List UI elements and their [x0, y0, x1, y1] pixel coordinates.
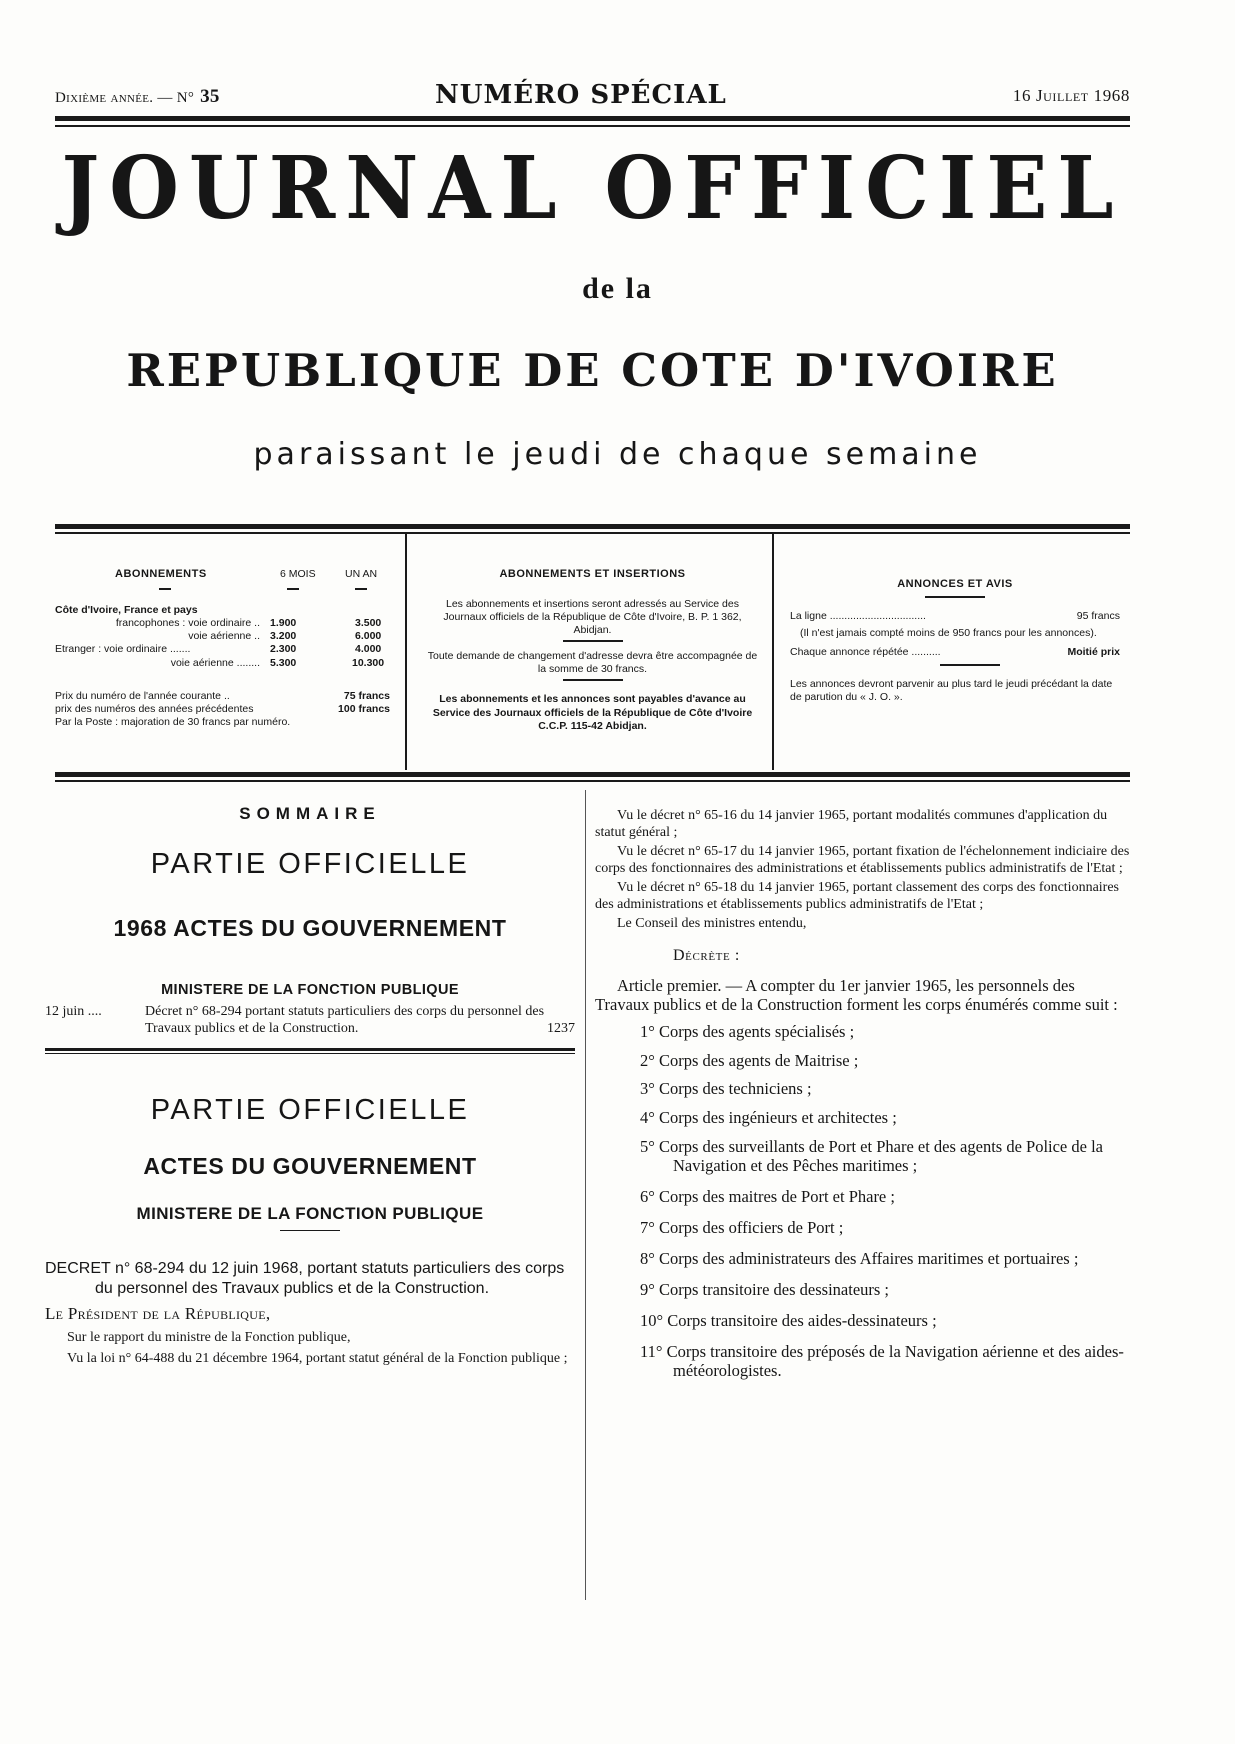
line-price [790, 610, 1120, 624]
summary-entry-text: Décret n° 68-294 portant statuts particuliers des corps du personnel des Travaux publics et de la Construction. [145, 1004, 545, 1036]
rate-6m [270, 604, 330, 617]
price-previous [55, 703, 390, 716]
six-months-heading: 6 MOIS [280, 568, 316, 580]
issue-number: 35 [200, 86, 220, 107]
corps-item: 3° Corps des techniciens ; [640, 1079, 812, 1099]
left-column [45, 788, 575, 1367]
one-year-heading: UN AN [345, 568, 378, 580]
journal-subtitle-de-la: de la [582, 272, 653, 305]
council-line: Le Conseil des ministres entendu, [617, 916, 807, 932]
insertions-address: Les abonnements et insertions seront adressés au Service des Journaux officiels de la République de Côte d'Ivoire, B. P. 1 362, Abidjan. [443, 597, 742, 636]
price-value: 75 francs [343, 689, 390, 702]
acts-heading: ACTES DU GOUVERNEMENT [143, 1152, 477, 1179]
article-one: Article premier. — A compter du 1er janvier 1965, les personnels des Travaux publics et de la Construction forment les corps énumérés comme suit : [595, 975, 1118, 1014]
president-line: Le Président de la République, [45, 1304, 271, 1324]
corps-item: 10° Corps transitoire des aides-dessinateurs ; [640, 1311, 937, 1331]
rate-label: voie aérienne .. [188, 630, 260, 643]
rate-1y [330, 604, 390, 617]
journal-title: JOURNAL OFFICIEL [61, 137, 1124, 239]
corps-item: 11° Corps transitoire des préposés de la Navigation aérienne et des aides-météorologistes. [640, 1342, 1124, 1381]
summary-entry-date: 12 juin .... [45, 1004, 102, 1019]
subscriptions-heading: ABONNEMENTS [115, 568, 207, 580]
price-current [55, 690, 390, 703]
decree-title: DECRET n° 68-294 du 12 juin 1968, portant statuts particuliers des corps du personnel des Travaux publics et de la Construction. [45, 1260, 565, 1297]
deadline-note: Les annonces devront parvenir au plus tard le jeudi précédant la date de parution du « J. O. ». [790, 677, 1113, 703]
issue-header [55, 80, 1130, 108]
box-bottom-rule-thin [55, 780, 1130, 782]
minimum-charge-note: (Il n'est jamais compté moins de 950 francs pour les annonces). [800, 626, 1097, 639]
postal-surcharge: Par la Poste : majoration de 30 francs par numéro. [55, 715, 291, 728]
repeat-price-label: Chaque annonce répétée .......... [790, 645, 941, 658]
special-issue-label: NUMÉRO SPÉCIAL [435, 80, 727, 110]
rate-1y: 6.000 [355, 630, 382, 643]
corps-list [595, 1023, 1130, 1382]
decree-reference-65-17: Vu le décret n° 65-17 du 14 janvier 1965, portant fixation de l'échelonnement indiciaire des corps des fonctionnaires des administrations et établissements publics administratifs de l'Etat ; [595, 844, 1130, 876]
rate-6m: 5.300 [270, 656, 297, 669]
repeat-price [790, 646, 1120, 660]
insertions-heading: ABONNEMENTS ET INSERTIONS [499, 568, 686, 580]
summary-heading: SOMMAIRE [239, 804, 381, 823]
subscription-box [55, 524, 1130, 776]
issue-year [55, 86, 220, 108]
summary-entry[interactable] [45, 1004, 575, 1038]
column-divider [585, 790, 586, 1600]
corps-item: 5° Corps des surveillants de Port et Phare et des agents de Police de la Navigation et des Pêches maritimes ; [640, 1137, 1103, 1176]
repeat-price-value: Moitié prix [1067, 645, 1120, 658]
header-rule [55, 116, 1130, 121]
issue-date: 16 Juillet 1968 [1012, 86, 1130, 105]
decrees-heading: Décrète : [673, 946, 740, 964]
corps-item: 7° Corps des officiers de Port ; [640, 1218, 844, 1238]
rate-6m: 3.200 [270, 630, 297, 643]
corps-item: 8° Corps des administrateurs des Affaires maritimes et portuaires ; [640, 1249, 1079, 1269]
payment-note: Les abonnements et les annonces sont payables d'avance au Service des Journaux officiels de la République de Côte d'Ivoire C.C.P. 115-42 Abidjan. [432, 693, 753, 732]
decree-reference-65-16: Vu le décret n° 65-16 du 14 janvier 1965, portant modalités communes d'application du statut général ; [595, 808, 1108, 840]
corps-item: 1° Corps des agents spécialisés ; [640, 1021, 855, 1041]
rate-label: francophones : voie ordinaire .. [115, 617, 260, 630]
rate-1y: 10.300 [352, 656, 385, 669]
price-label: prix des numéros des années précédentes [55, 702, 254, 715]
law-reference: Vu la loi n° 64-488 du 21 décembre 1964, portant statut général de la Fonction publique ; [67, 1350, 568, 1366]
rate-6m: 1.900 [270, 617, 297, 630]
corps-item: 4° Corps des ingénieurs et architectes ; [640, 1108, 897, 1128]
summary-acts-heading: 1968 ACTES DU GOUVERNEMENT [113, 915, 507, 941]
corps-item: 2° Corps des agents de Maitrise ; [640, 1050, 859, 1070]
line-price-value: 95 francs [1076, 609, 1120, 622]
issue-year-label: Dixième année. — N° [55, 90, 195, 106]
rate-label: Etranger : voie ordinaire ....... [55, 643, 191, 656]
subscription-insertions [425, 568, 760, 733]
corps-item: 6° Corps des maitres de Port et Phare ; [640, 1187, 895, 1207]
address-change-note: Toute demande de changement d'adresse devra être accompagnée de la somme de 30 francs. [427, 650, 758, 676]
summary-ministry: MINISTERE DE LA FONCTION PUBLIQUE [161, 982, 459, 998]
rate-row [55, 643, 390, 656]
rate-1y: 3.500 [355, 617, 382, 630]
report-line: Sur le rapport du ministre de la Fonction publique, [67, 1330, 351, 1346]
announcements [790, 578, 1120, 704]
line-price-label: La ligne ................................. [790, 609, 926, 622]
rate-row [55, 657, 390, 670]
rate-1y: 4.000 [355, 643, 382, 656]
right-column [595, 808, 1130, 1381]
rate-row [55, 617, 390, 630]
rate-row [55, 604, 390, 617]
subscription-rates [55, 568, 390, 729]
summary-part-heading: PARTIE OFFICIELLE [150, 848, 470, 880]
part-heading: PARTIE OFFICIELLE [150, 1093, 470, 1126]
rate-label: voie aérienne ........ [170, 656, 260, 669]
header-rule-thin [55, 125, 1130, 127]
rate-row [55, 630, 390, 643]
republic-name: REPUBLIQUE DE COTE D'IVOIRE [126, 344, 1059, 397]
rates-table [55, 604, 390, 670]
rate-6m: 2.300 [270, 643, 297, 656]
rate-label: Côte d'Ivoire, France et pays [55, 604, 198, 616]
publication-frequency: paraissant le jeudi de chaque semaine [253, 437, 982, 472]
price-value: 100 francs [338, 702, 390, 715]
corps-item: 9° Corps transitoire des dessinateurs ; [640, 1280, 890, 1300]
price-label: Prix du numéro de l'année courante .. [55, 689, 230, 702]
ministry-heading: MINISTERE DE LA FONCTION PUBLIQUE [136, 1203, 484, 1223]
summary-entry-page: 1237 [547, 1020, 575, 1036]
announcements-heading: ANNONCES ET AVIS [897, 578, 1013, 590]
decree-reference-65-18: Vu le décret n° 65-18 du 14 janvier 1965, portant classement des corps des fonctionnaires des administrations et établissements publics administratifs de l'Etat ; [595, 880, 1120, 912]
